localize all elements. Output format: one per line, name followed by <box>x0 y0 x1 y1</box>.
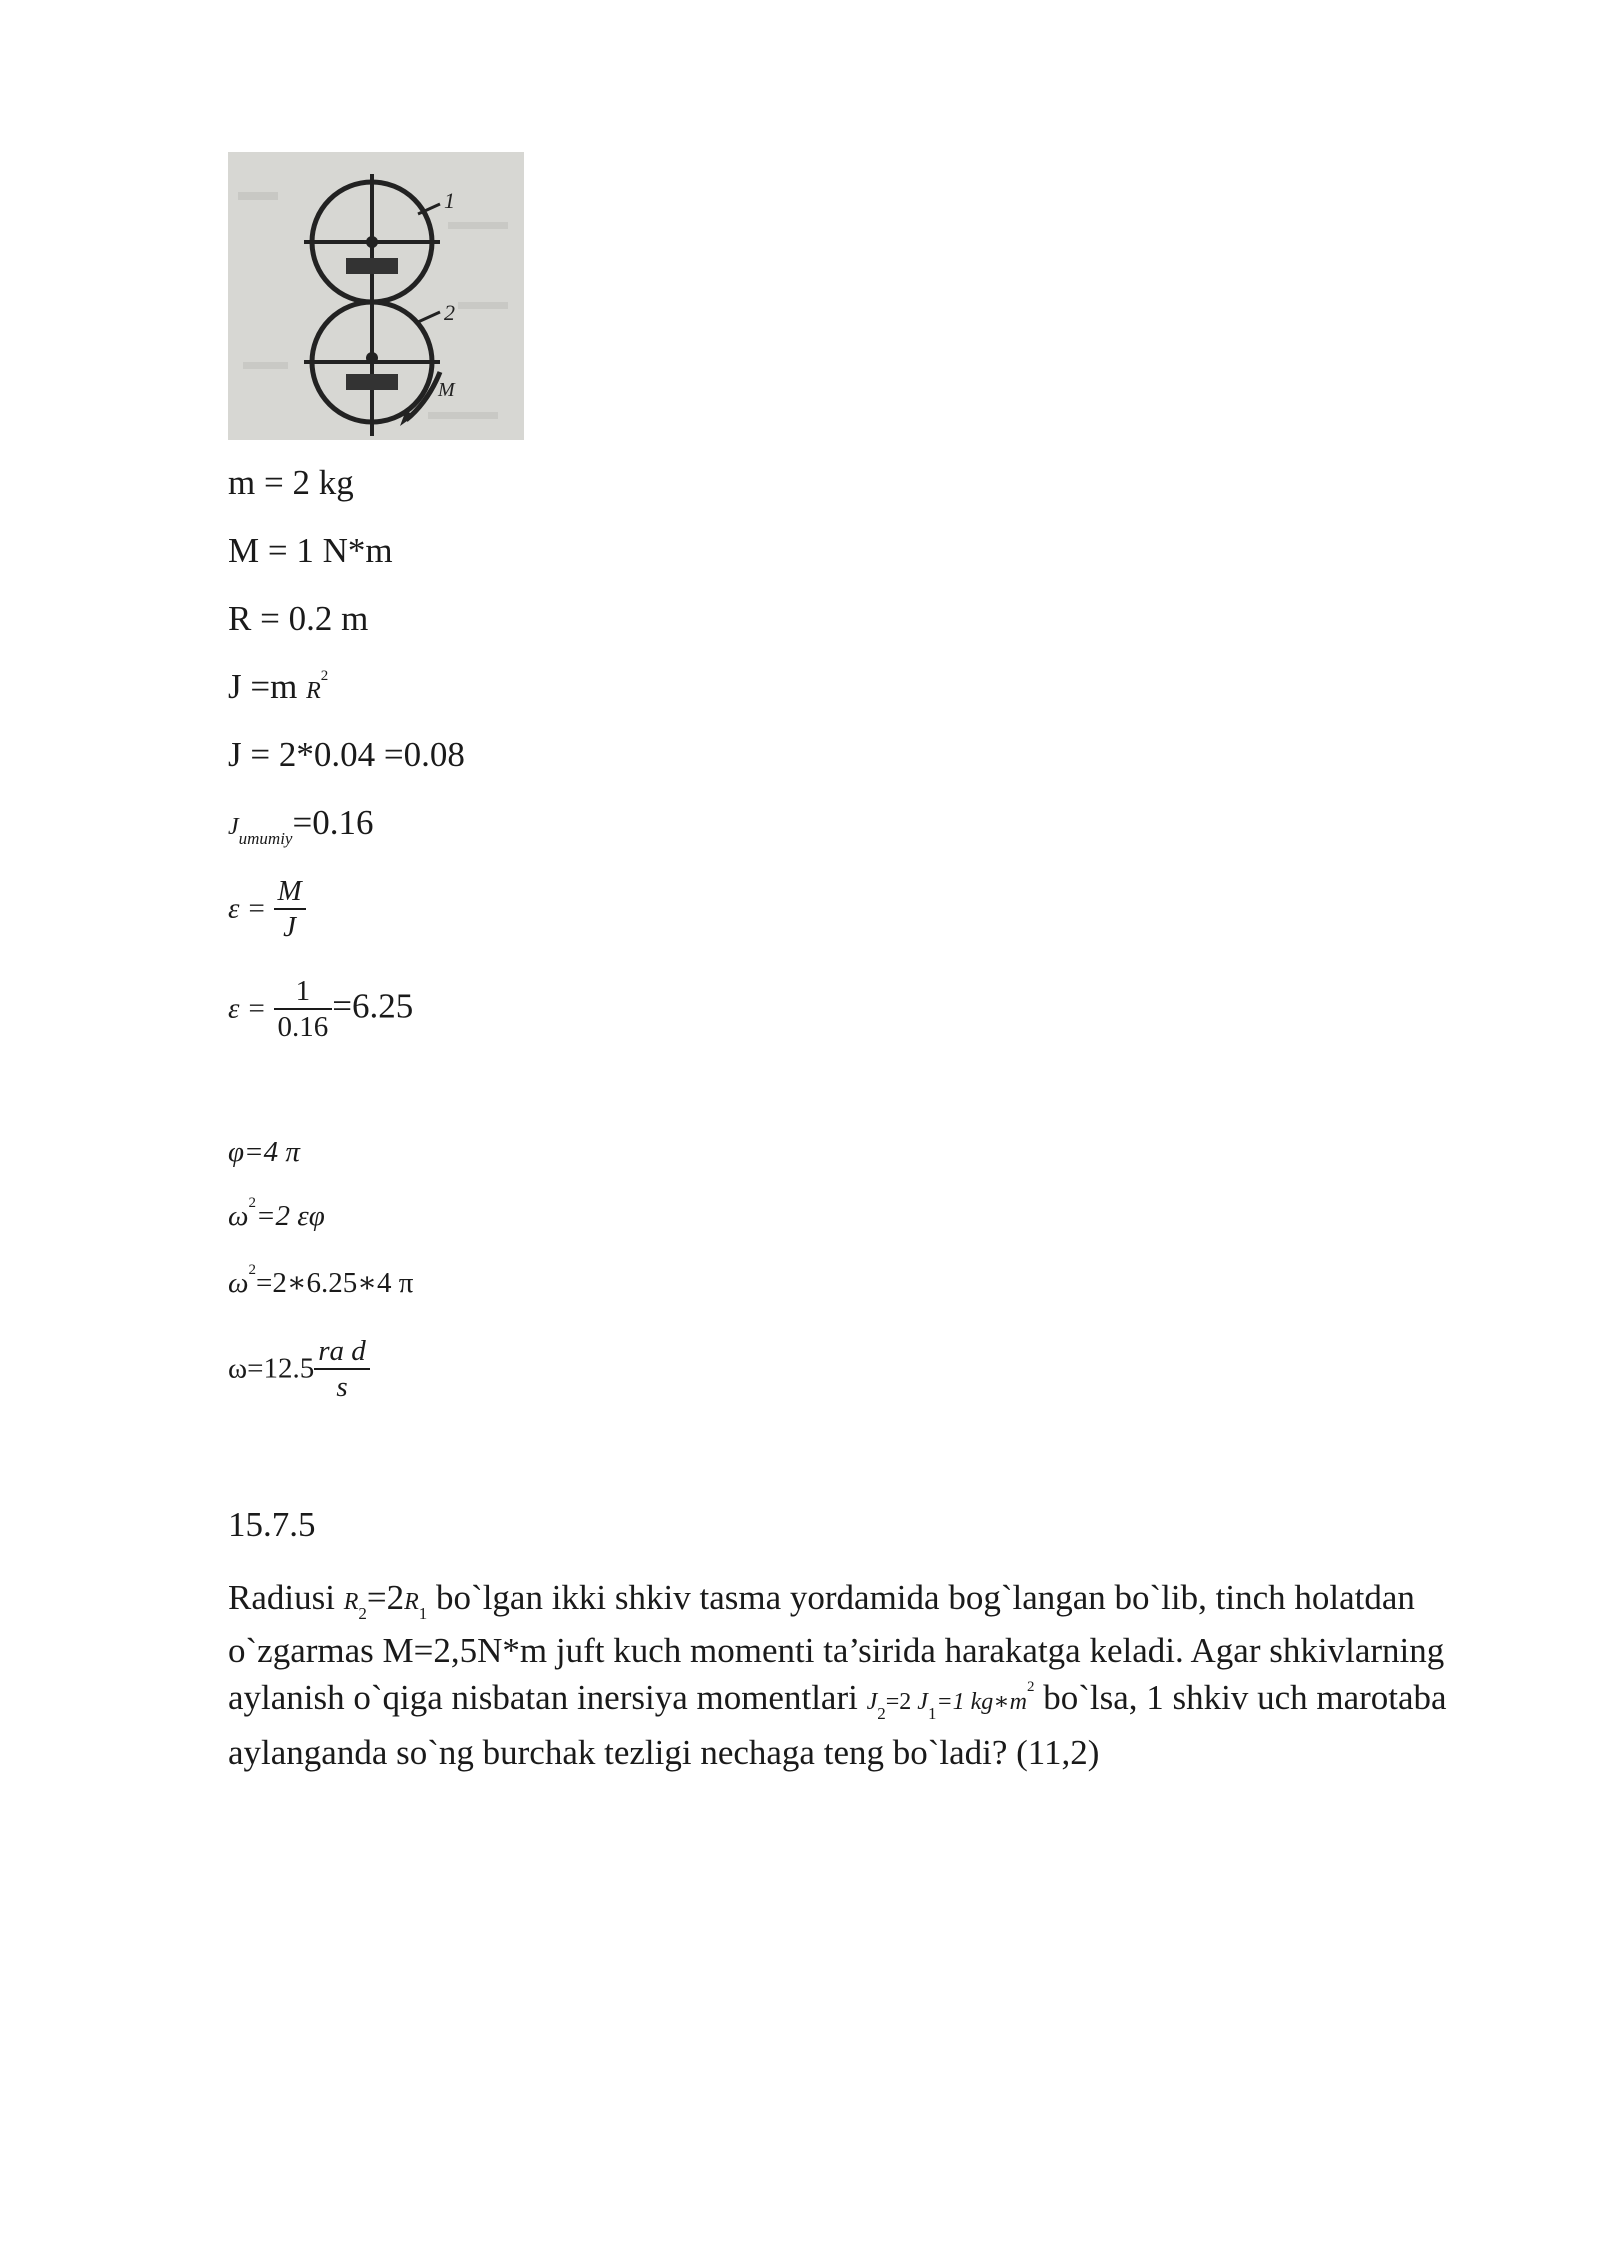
problem-r1: R <box>404 1589 419 1615</box>
omega-squared-formula <box>228 1195 325 1233</box>
problem-r2: R <box>343 1589 359 1615</box>
given-radius: R = 0.2 m <box>228 599 369 638</box>
problem-j1: J <box>917 1689 928 1715</box>
figure-label-2: 2 <box>444 300 455 325</box>
inertia-formula-var: R <box>306 678 321 704</box>
problem-r2-sub: 2 <box>358 1604 367 1623</box>
epsilon-denominator: J <box>274 908 306 944</box>
problem-j-eq: =2 <box>885 1689 918 1715</box>
epsilon-value-numerator: 1 <box>295 975 311 1007</box>
epsilon-fraction <box>274 874 306 944</box>
total-inertia-value: =0.16 <box>292 803 374 842</box>
omega-squared-value-rhs: =2∗6.25∗4 π <box>255 1267 414 1299</box>
omega-unit-fraction <box>314 1334 370 1404</box>
figure-label-1: 1 <box>444 188 455 213</box>
total-inertia-symbol: J <box>228 814 239 840</box>
phi-formula: φ=4 π <box>228 1136 300 1168</box>
problem-text-part-2: bo`lgan ikki shkiv tasma yordamida bog`langan bo`lib, tinch holatdan o`zgarmas M=2,5N*m juft kuch momenti ta’sirida harakatga keladi. Agar shkivlarning aylanish o`qiga nisbatan inersiya momentlari <box>228 1578 1445 1717</box>
pulley-diagram-icon <box>228 152 524 440</box>
epsilon-value-fraction <box>274 974 333 1044</box>
epsilon-formula <box>228 876 306 946</box>
epsilon-value-denominator: 0.16 <box>274 1008 333 1044</box>
problem-number: 15.7.5 <box>228 1505 316 1544</box>
epsilon-lhs: ε = <box>228 892 274 925</box>
total-inertia-subscript: umumiy <box>238 829 293 848</box>
inertia-formula-lhs: J =m <box>228 667 307 706</box>
epsilon-numerator: M <box>277 875 302 907</box>
epsilon-value-lhs: ε = <box>228 992 274 1025</box>
inertia-value: J = 2*0.04 =0.08 <box>228 735 465 774</box>
omega-unit-numerator: ra d <box>318 1335 366 1367</box>
omega-squared-rhs: =2 εφ <box>255 1200 325 1232</box>
omega-unit-denominator: s <box>314 1368 370 1404</box>
epsilon-value-result: =6.25 <box>332 986 414 1026</box>
inertia-formula <box>228 667 328 707</box>
omega-value-lhs: ω=12.5 <box>228 1352 315 1385</box>
omega-squared-base: ω <box>228 1200 249 1232</box>
epsilon-value <box>228 976 413 1046</box>
problem-j1-sub: 1 <box>927 1704 937 1723</box>
omega-squared-exp: 2 <box>248 1195 256 1211</box>
omega-squared-value-base: ω <box>228 1267 249 1299</box>
problem-j2-sub: 2 <box>877 1704 886 1723</box>
pulley-figure <box>228 152 524 440</box>
omega-squared-value <box>228 1262 414 1300</box>
problem-text <box>228 1574 1548 1776</box>
problem-j-value: =1 kg∗m <box>936 1689 1027 1715</box>
figure-label-moment: M <box>438 379 455 401</box>
problem-text-part-3: bo`lsa, 1 shkiv uch marotaba aylanganda so`ng burchak tezligi nechaga teng bo`ladi? (11,2) <box>228 1678 1447 1772</box>
total-inertia <box>228 803 374 848</box>
problem-j2: J <box>866 1689 878 1715</box>
omega-squared-value-exp: 2 <box>248 1262 256 1278</box>
omega-value <box>228 1336 370 1406</box>
inertia-formula-exp: 2 <box>320 668 329 684</box>
problem-text-part-1: Radiusi <box>228 1578 344 1617</box>
given-mass: m = 2 kg <box>228 463 354 502</box>
problem-j-exp: 2 <box>1026 1679 1035 1695</box>
problem-r-eq: =2 <box>366 1578 405 1617</box>
problem-r1-sub: 1 <box>418 1604 428 1623</box>
given-moment: M = 1 N*m <box>228 531 393 570</box>
